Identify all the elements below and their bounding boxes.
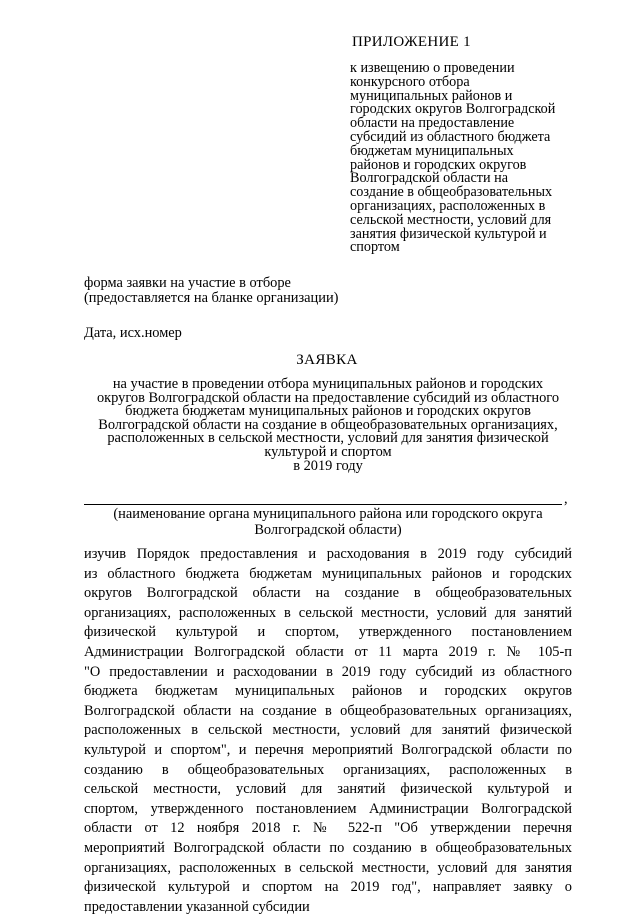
subtitle-line: округов Волгоградской области на предоставление субсидий из областного <box>96 389 560 406</box>
body-line: Администрации Волгоградской области от 11 марта 2019 г. № 105-п <box>84 643 572 660</box>
body-line: из областного бюджета бюджетам муниципальных районов и городских <box>84 565 572 582</box>
body-line: физической культурой и спортом, утвержденного постановлением <box>84 624 572 641</box>
body-line: округов Волгоградской области на создание в общеобразовательных <box>84 585 572 602</box>
subtitle-line: в 2019 году <box>293 457 363 474</box>
body-line: созданию в общеобразовательных организациях, расположенных в <box>84 761 572 778</box>
appendix-line: к извещению о проведении <box>350 60 515 76</box>
body-line: предоставлении указанной субсидии <box>84 898 310 915</box>
blank-comma: , <box>564 491 568 507</box>
subtitle-line: бюджета бюджетам муниципальных районов и городских округов <box>125 403 531 420</box>
appendix-line: области на предоставление <box>350 115 515 132</box>
appendix-reference <box>350 62 578 255</box>
body-line: изучив Порядок предоставления и расходования в 2019 году субсидий <box>84 546 572 562</box>
body-line: области от 12 ноября 2018 г. № 522-п "Об утверждении перечня <box>84 820 572 837</box>
form-note <box>84 276 338 306</box>
appendix-line: конкурсного отбора <box>350 73 470 90</box>
appendix-line: создание в общеобразовательных <box>350 184 553 201</box>
appendix-line: бюджетам муниципальных <box>350 142 514 159</box>
body-line: бюджета бюджетам муниципальных районов и городских округов <box>84 683 572 700</box>
body-line: Волгоградской области на создание в общеобразовательных организациях, <box>84 702 572 719</box>
appendix-line: муниципальных районов и <box>350 87 513 104</box>
document-title: ЗАЯВКА <box>296 352 358 368</box>
form-note-line: (предоставляется на бланке организации) <box>84 290 339 306</box>
body-paragraph <box>84 545 572 917</box>
caption-line: Волгоградской области) <box>254 521 402 538</box>
appendix-line: сельской местности, условий для <box>350 211 552 228</box>
appendix-line: спортом <box>350 239 400 256</box>
form-note-line: форма заявки на участие в отборе <box>84 275 291 291</box>
organization-blank-line[interactable] <box>84 504 562 505</box>
subtitle-line: Волгоградской области на создание в общеобразовательных организациях, <box>98 416 558 433</box>
body-line: расположенных в сельской местности, условий для занятий физической <box>84 722 572 739</box>
appendix-line: Волгоградской области на <box>350 170 509 187</box>
body-line: физической культурой и спортом на 2019 год", направляет заявку о <box>84 879 572 896</box>
body-line: спортом, утвержденного постановлением Администрации Волгоградской <box>84 800 572 817</box>
body-line: организациях, расположенных в сельской местности, условий для занятия <box>84 859 572 876</box>
body-line: сельской местности, условий для занятий физической культурой и <box>84 781 572 798</box>
appendix-line: организациях, расположенных в <box>350 197 546 214</box>
subtitle-line: на участие в проведении отбора муниципальных районов и городских <box>112 376 544 392</box>
appendix-line: субсидий из областного бюджета <box>350 128 551 145</box>
organization-caption <box>84 507 572 538</box>
body-line: "О предоставлении и расходовании в 2019 году субсидий из областного <box>84 663 572 680</box>
date-reference-line: Дата, исх.номер <box>84 325 182 341</box>
appendix-line: городских округов Волгоградской <box>350 101 556 118</box>
document-subtitle <box>84 378 572 473</box>
subtitle-line: культурой и спортом <box>264 443 392 460</box>
body-line: культурой и спортом", и перечня мероприятий Волгоградской области по <box>84 741 572 758</box>
subtitle-line: расположенных в сельской местности, условий для занятия физической <box>107 430 549 447</box>
body-line: мероприятий Волгоградской области по созданию в общеобразовательных <box>84 839 572 856</box>
caption-line: (наименование органа муниципального района или городского округа <box>113 506 543 522</box>
appendix-line: районов и городских округов <box>350 156 527 173</box>
appendix-line: занятия физической культурой и <box>350 225 547 242</box>
body-line: организациях, расположенных в сельской местности, условий для занятий <box>84 604 572 621</box>
appendix-title: ПРИЛОЖЕНИЕ 1 <box>352 34 471 50</box>
